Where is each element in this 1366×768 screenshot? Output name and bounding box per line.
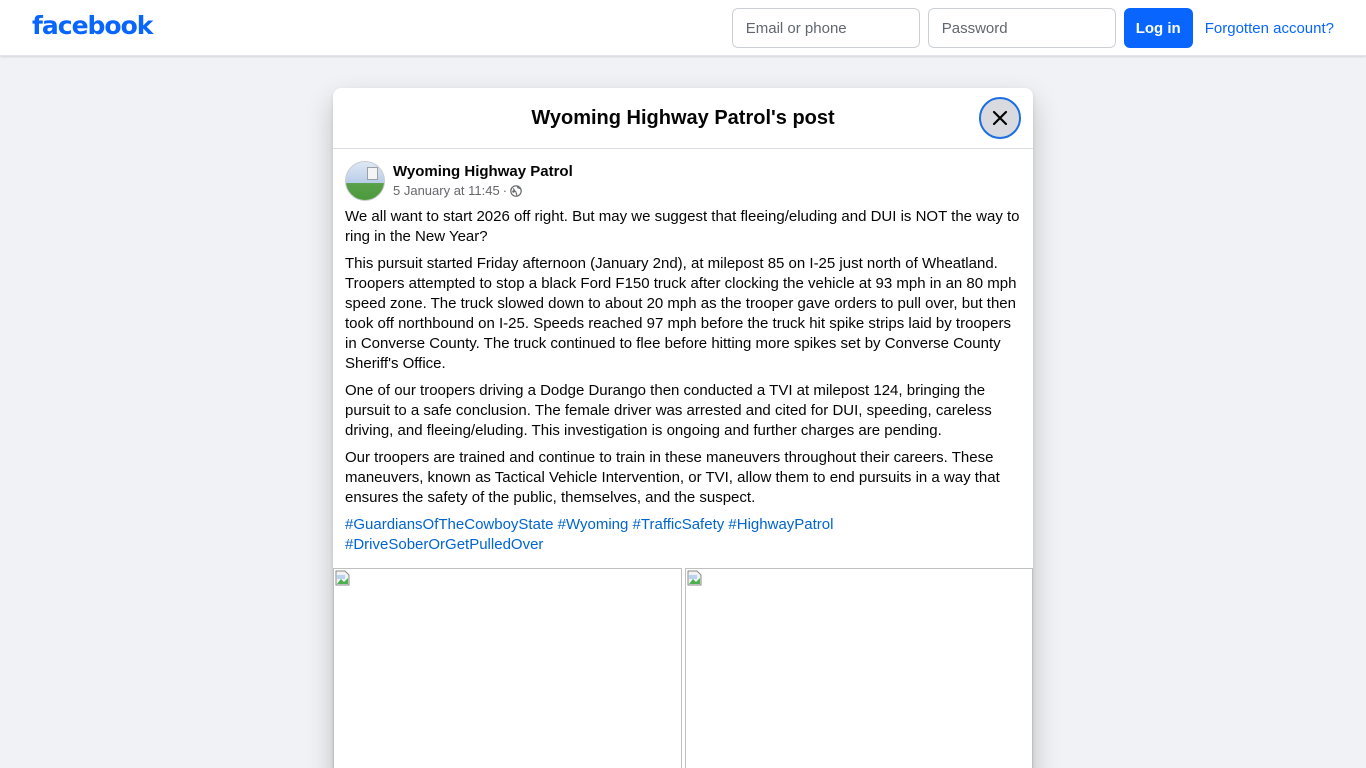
hashtag-link[interactable]: #GuardiansOfTheCowboyState [345, 516, 554, 533]
close-button[interactable] [979, 97, 1021, 139]
post-dialog [333, 88, 1033, 768]
dialog-header [333, 88, 1033, 149]
post-paragraph: This pursuit started Friday afternoon (January 2nd), at milepost 85 on I-25 just north of Wheatland. Troopers attempted to stop a black Ford F150 truck after clocking the vehicle at 93 mph in an 80 mph speed zone. The truck slowed down to about 20 mph as the trooper gave orders to pull over, but then took off northbound on I-25. Speeds reached 97 mph before the truck hit spike strips laid by troopers in Converse County. The truck continued to flee before hitting more spikes set by Converse County Sheriff's Office. [345, 255, 1017, 372]
post-images [333, 568, 1033, 768]
broken-image-icon [687, 570, 703, 586]
post-body [333, 201, 1033, 555]
author-name[interactable]: Wyoming Highway Patrol [393, 163, 573, 180]
avatar[interactable] [345, 161, 385, 201]
hashtag-link[interactable]: #TrafficSafety [632, 516, 725, 533]
password-field[interactable] [928, 8, 1116, 48]
login-button[interactable]: Log in [1124, 8, 1193, 48]
login-form [732, 8, 1334, 48]
broken-image-icon [335, 570, 351, 586]
facebook-logo[interactable]: facebook [32, 11, 153, 40]
dialog-title: Wyoming Highway Patrol's post [531, 106, 835, 129]
hashtag-link[interactable]: #HighwayPatrol [728, 516, 834, 533]
close-icon [990, 108, 1010, 128]
hashtag-link[interactable]: #Wyoming [557, 516, 629, 533]
top-navigation-bar [0, 0, 1366, 56]
globe-icon [510, 185, 522, 197]
post-paragraph: We all want to start 2026 off right. But may we suggest that fleeing/eluding and DUI is NOT the way to ring in the New Year? [345, 208, 1020, 245]
post-paragraph: One of our troopers driving a Dodge Durango then conducted a TVI at milepost 124, bringing the pursuit to a safe conclusion. The female driver was arrested and cited for DUI, speeding, careless driving, and fleeing/eluding. This investigation is ongoing and further charges are pending. [345, 382, 992, 439]
post-timestamp-row [393, 182, 573, 200]
post-header [333, 149, 1033, 201]
post-timestamp[interactable]: 5 January at 11:45 [393, 183, 500, 198]
post-paragraph: Our troopers are trained and continue to train in these maneuvers throughout their careers. These maneuvers, known as Tactical Vehicle Intervention, or TVI, allow them to end pursuits in a way that ensures the safety of the public, themselves, and the suspect. [345, 449, 1000, 506]
post-image[interactable] [333, 568, 682, 768]
email-field[interactable] [732, 8, 920, 48]
post-image[interactable] [685, 568, 1034, 768]
hashtags [345, 515, 1021, 555]
hashtag-link[interactable]: #DriveSoberOrGetPulledOver [345, 536, 544, 553]
post-meta [393, 162, 573, 200]
forgotten-account-link[interactable]: Forgotten account? [1204, 19, 1334, 37]
separator: · [502, 183, 508, 198]
